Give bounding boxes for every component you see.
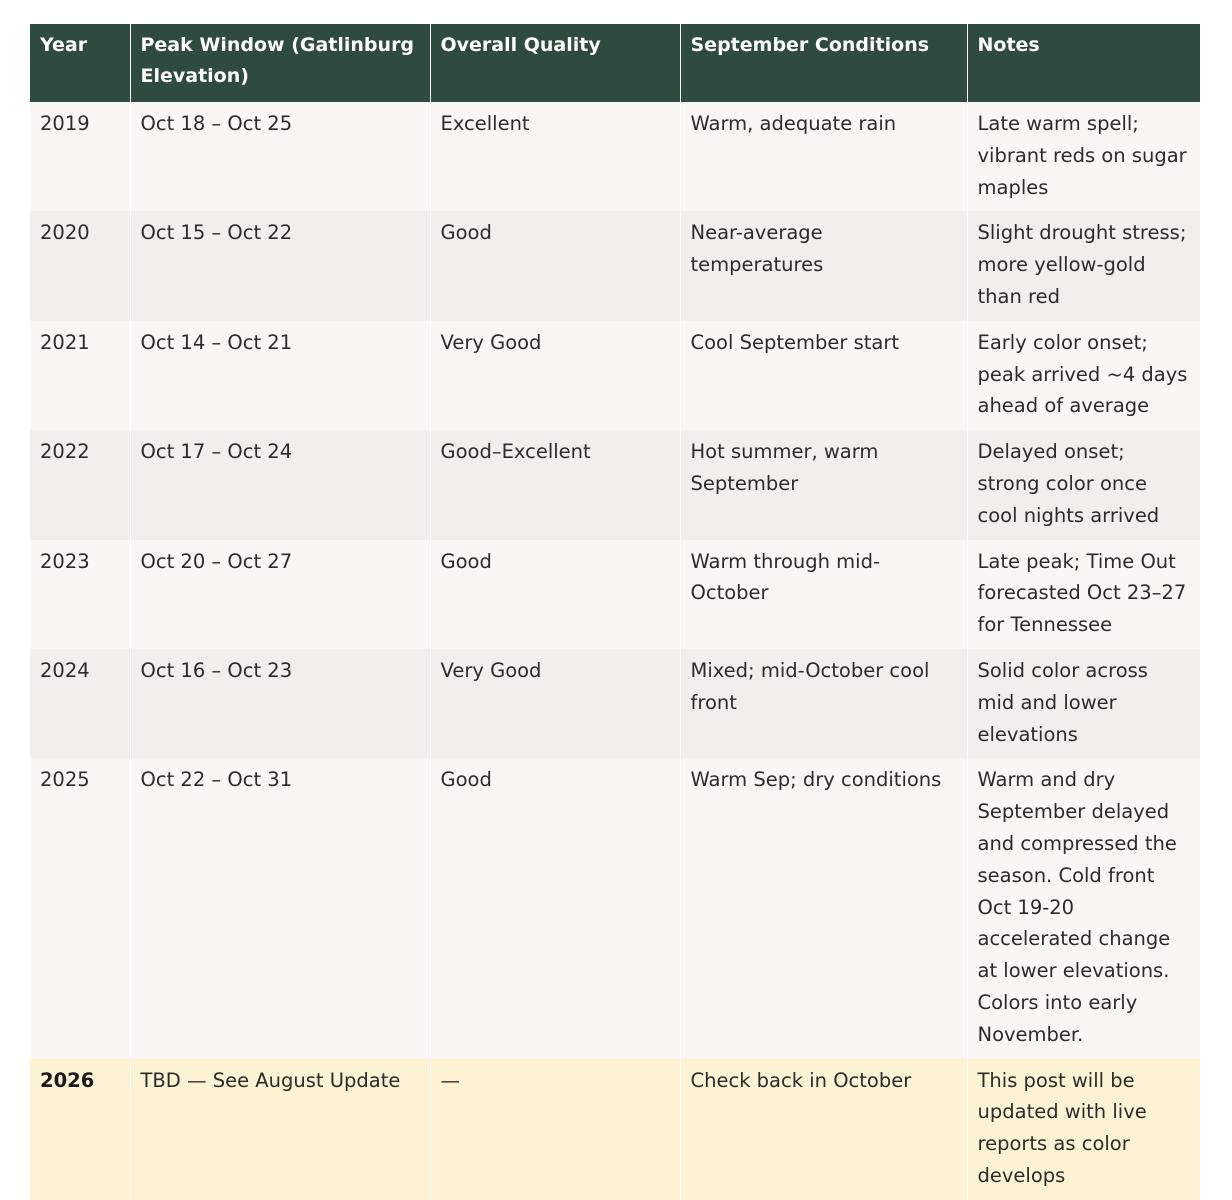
- cell-peak-window: Oct 16 – Oct 23: [130, 649, 430, 758]
- fall-foliage-history-table: [30, 24, 1200, 1200]
- cell-overall-quality: Very Good: [430, 649, 680, 758]
- cell-notes: This post will be updated with live reports as color develops: [967, 1059, 1200, 1200]
- cell-september-conditions: Near-average temperatures: [680, 211, 967, 320]
- cell-notes: Solid color across mid and lower elevations: [967, 649, 1200, 758]
- cell-overall-quality: —: [430, 1059, 680, 1200]
- cell-overall-quality: Very Good: [430, 321, 680, 430]
- table-row-highlighted: [30, 1059, 1200, 1200]
- cell-peak-window: Oct 18 – Oct 25: [130, 102, 430, 211]
- cell-peak-window: Oct 20 – Oct 27: [130, 540, 430, 649]
- table-row: [30, 102, 1200, 211]
- cell-overall-quality: Good: [430, 758, 680, 1058]
- cell-september-conditions: Warm Sep; dry conditions: [680, 758, 967, 1058]
- table-row: [30, 758, 1200, 1058]
- table-row: [30, 321, 1200, 430]
- header-year: Year: [30, 24, 130, 102]
- cell-september-conditions: Check back in October: [680, 1059, 967, 1200]
- cell-notes: Late warm spell; vibrant reds on sugar maples: [967, 102, 1200, 211]
- cell-september-conditions: Warm through mid-October: [680, 540, 967, 649]
- table-body: [30, 102, 1200, 1200]
- cell-year: 2021: [30, 321, 130, 430]
- cell-overall-quality: Good: [430, 211, 680, 320]
- cell-notes: Warm and dry September delayed and compressed the season. Cold front Oct 19-20 accelerated change at lower elevations. Colors into early November.: [967, 758, 1200, 1058]
- cell-year: 2019: [30, 102, 130, 211]
- cell-september-conditions: Mixed; mid-October cool front: [680, 649, 967, 758]
- cell-year: 2026: [30, 1059, 130, 1200]
- cell-peak-window: TBD — See August Update: [130, 1059, 430, 1200]
- cell-year: 2022: [30, 430, 130, 539]
- header-september-conditions: September Conditions: [680, 24, 967, 102]
- cell-notes: Slight drought stress; more yellow-gold than red: [967, 211, 1200, 320]
- cell-september-conditions: Cool September start: [680, 321, 967, 430]
- cell-september-conditions: Hot summer, warm September: [680, 430, 967, 539]
- table-header: [30, 24, 1200, 102]
- cell-overall-quality: Excellent: [430, 102, 680, 211]
- cell-peak-window: Oct 14 – Oct 21: [130, 321, 430, 430]
- cell-year: 2023: [30, 540, 130, 649]
- cell-overall-quality: Good: [430, 540, 680, 649]
- cell-peak-window: Oct 22 – Oct 31: [130, 758, 430, 1058]
- cell-peak-window: Oct 17 – Oct 24: [130, 430, 430, 539]
- header-row: [30, 24, 1200, 102]
- cell-year: 2025: [30, 758, 130, 1058]
- cell-peak-window: Oct 15 – Oct 22: [130, 211, 430, 320]
- cell-september-conditions: Warm, adequate rain: [680, 102, 967, 211]
- table-row: [30, 540, 1200, 649]
- cell-year: 2020: [30, 211, 130, 320]
- cell-overall-quality: Good–Excellent: [430, 430, 680, 539]
- cell-notes: Early color onset; peak arrived ~4 days ahead of average: [967, 321, 1200, 430]
- cell-notes: Delayed onset; strong color once cool nights arrived: [967, 430, 1200, 539]
- table-row: [30, 430, 1200, 539]
- cell-notes: Late peak; Time Out forecasted Oct 23–27 for Tennessee: [967, 540, 1200, 649]
- cell-year: 2024: [30, 649, 130, 758]
- table-row: [30, 211, 1200, 320]
- fall-foliage-history-table-container: [30, 24, 1200, 1200]
- table-row: [30, 649, 1200, 758]
- header-peak-window: Peak Window (Gatlinburg Elevation): [130, 24, 430, 102]
- header-overall-quality: Overall Quality: [430, 24, 680, 102]
- header-notes: Notes: [967, 24, 1200, 102]
